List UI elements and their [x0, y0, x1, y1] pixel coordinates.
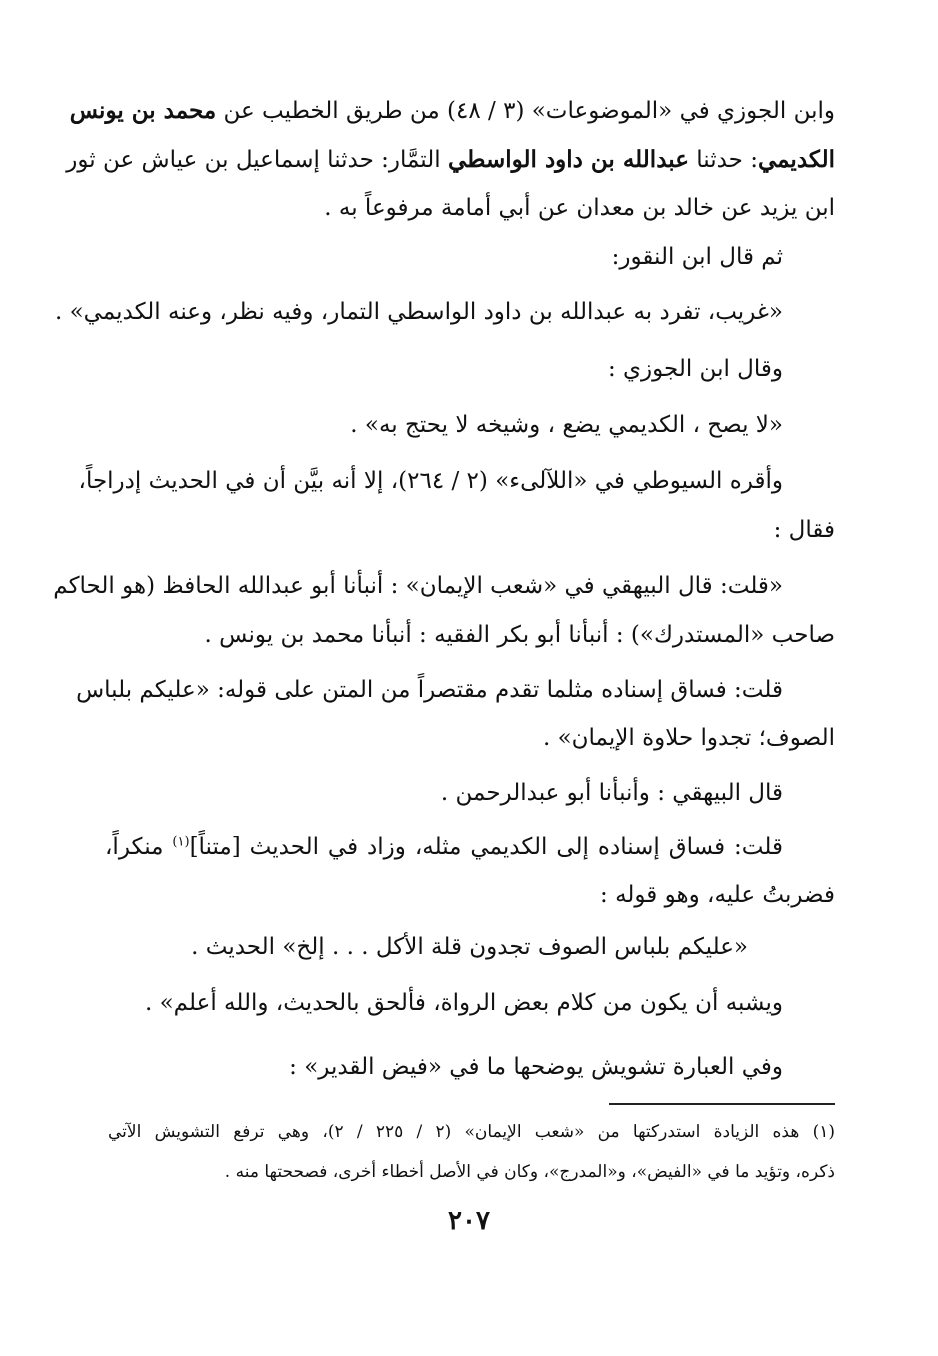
body-line-11: صاحب «المستدرك») : أنبأنا أبو بكر الفقيه : أنبأنا محمد بن يونس .	[204, 622, 835, 648]
body-line-16: فضربتُ عليه، وهو قوله :	[600, 882, 835, 908]
footnote-separator	[609, 1103, 835, 1105]
page-number: ٢٠٧	[448, 1206, 490, 1236]
body-line-19: وفي العبارة تشويش يوضحها ما في «فيض القدير» :	[289, 1054, 783, 1080]
body-line-18: ويشبه أن يكون من كلام بعض الرواة، فألحق بالحديث، والله أعلم» .	[144, 990, 783, 1016]
footnote-marker: (١)	[172, 834, 190, 850]
body-line-12: قلت: فساق إسناده مثلما تقدم مقتصراً من المتن على قوله: «عليكم بلباس	[76, 677, 783, 703]
body-line-3: ابن يزيد عن خالد بن معدان عن أبي أمامة مرفوعاً به .	[324, 195, 835, 221]
body-line-17: «عليكم بلباس الصوف تجدون قلة الأكل . . . إلخ» الحديث .	[191, 934, 748, 960]
body-line-13: الصوف؛ تجدوا حلاوة الإيمان» .	[542, 725, 835, 751]
body-line-10: «قلت: قال البيهقي في «شعب الإيمان» : أنبأنا أبو عبدالله الحافظ (هو الحاكم	[53, 573, 783, 599]
narrator-name: الكديمي	[757, 146, 835, 173]
body-line-9: فقال :	[773, 517, 835, 543]
body-line-7: «لا يصح ، الكديمي يضع ، وشيخه لا يحتج به» .	[350, 412, 783, 438]
body-line-14: قال البيهقي : وأنبأنا أبو عبدالرحمن .	[440, 780, 783, 806]
footnote-line-1: (١) هذه الزيادة استدركتها من «شعب الإيمان» (٢ / ٢٢٥ / ٢)، وهي ترفع التشويش الآتي	[108, 1122, 835, 1142]
narrator-name: محمد بن يونس	[69, 97, 217, 124]
body-line-4: ثم قال ابن النقور:	[611, 244, 783, 270]
body-line-2: الكديمي: حدثنا عبدالله بن داود الواسطي التمَّار: حدثنا إسماعيل بن عياش عن ثور	[66, 146, 835, 173]
footnote-line-2: ذكره، وتؤيد ما في «الفيض»، و«المدرج»، وكان في الأصل أخطاء أخرى، فصححتها منه .	[224, 1162, 835, 1182]
body-line-8: وأقره السيوطي في «اللآلىء» (٢ / ٢٦٤)، إلا أنه بيَّن أن في الحديث إدراجاً،	[78, 468, 783, 494]
body-line-15: قلت: فساق إسناده إلى الكديمي مثله، وزاد في الحديث [متناً]$^{(١)}$ منكراً،	[105, 834, 784, 860]
body-line-6: وقال ابن الجوزي :	[607, 356, 783, 382]
body-line-1: وابن الجوزي في «الموضوعات» (٣ / ٤٨) من طريق الخطيب عن محمد بن يونس	[69, 97, 835, 124]
narrator-name: عبدالله بن داود الواسطي	[447, 146, 689, 173]
body-line-5: «غريب، تفرد به عبدالله بن داود الواسطي التمار، وفيه نظر، وعنه الكديمي» .	[54, 299, 783, 325]
